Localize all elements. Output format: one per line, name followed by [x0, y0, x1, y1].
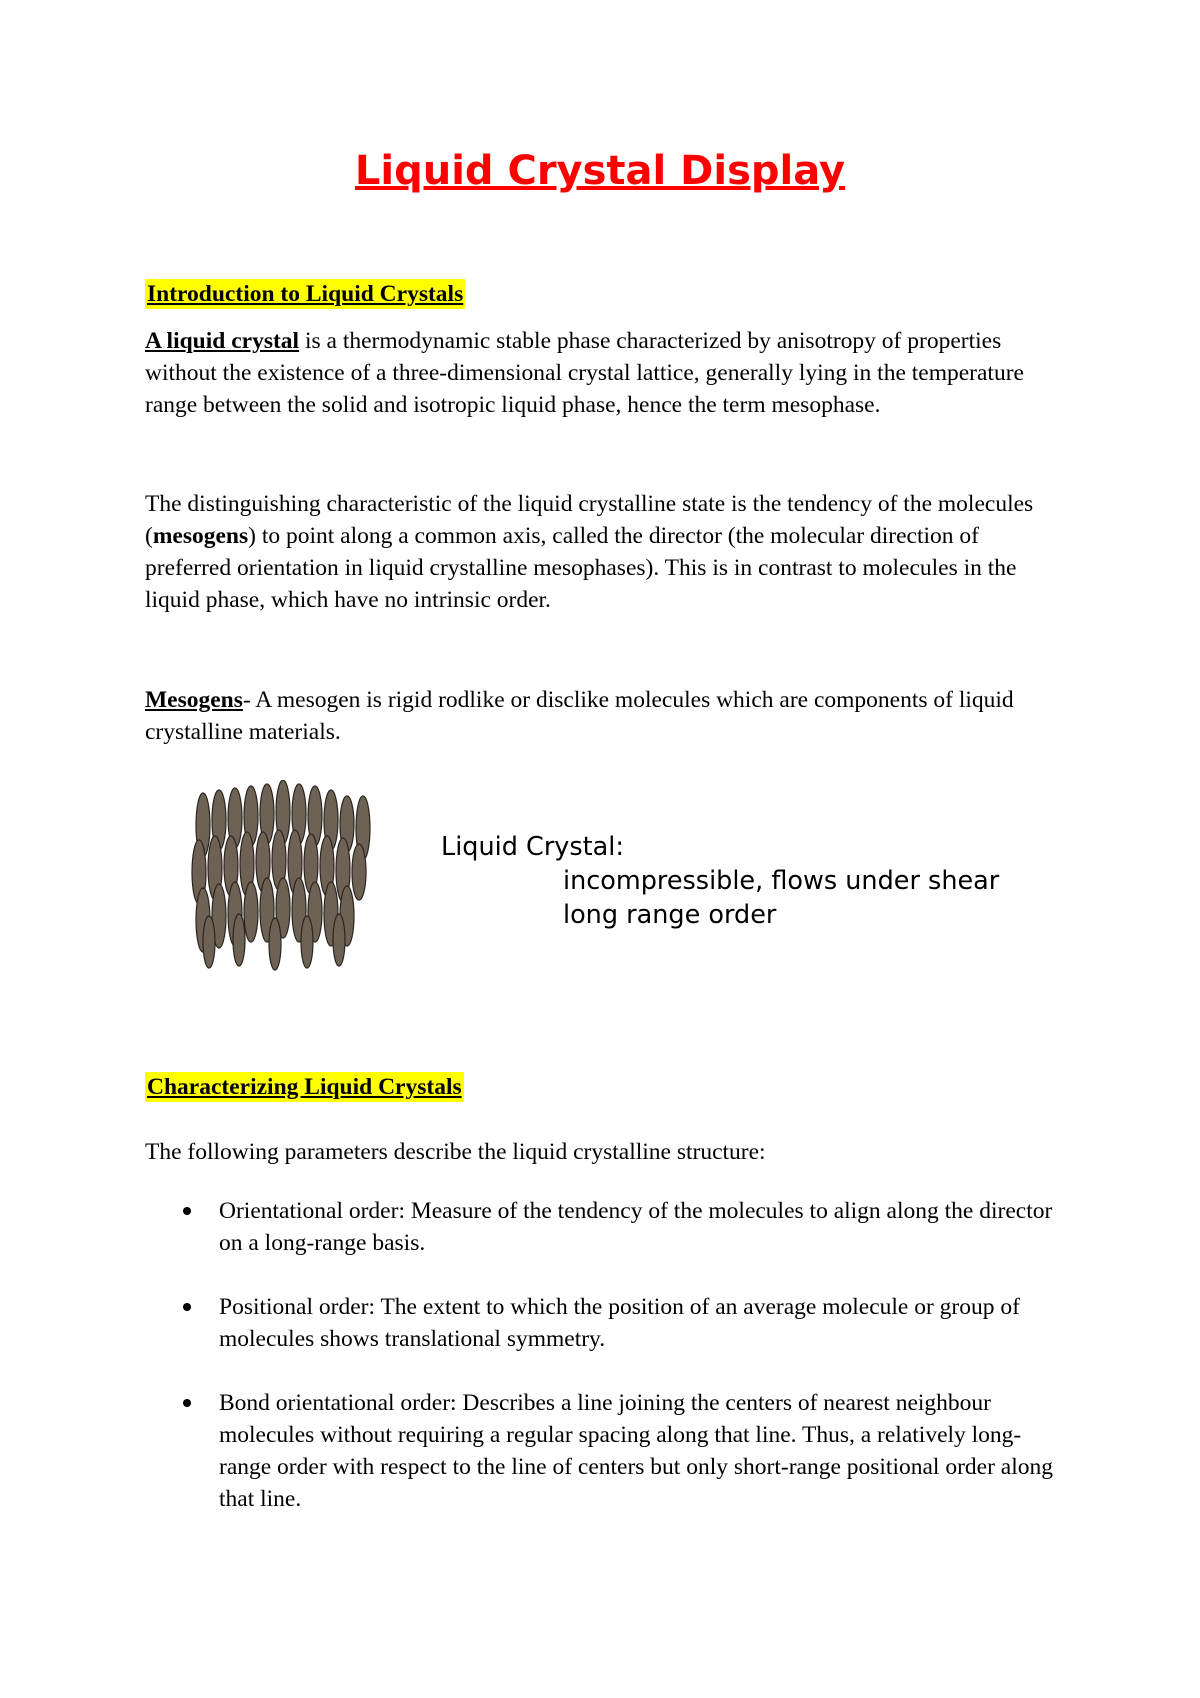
parameter-list: [145, 1195, 1065, 1547]
mesogens-text: - A mesogen is rigid rodlike or disclike molecules which are components of liquid crystalline materials.: [145, 687, 1014, 745]
characterizing-intro: The following parameters describe the liquid crystalline structure:: [145, 1139, 766, 1165]
bullet-icon: [183, 1303, 191, 1311]
director-paragraph: [145, 488, 1065, 616]
molecule-ellipse: [203, 916, 215, 968]
definition-paragraph: [145, 325, 1065, 421]
characterizing-heading: Characterizing Liquid Crystals: [147, 1074, 462, 1100]
list-item-text: Bond orientational order: Describes a line joining the centers of nearest neighbour molecules without requiring a regular spacing along that line. Thus, a relatively long-range order with respect to the line of centers but only short-range positional order along that line.: [219, 1390, 1053, 1512]
intro-heading: Introduction to Liquid Crystals: [147, 281, 464, 307]
bullet-icon: [183, 1399, 191, 1407]
molecule-ellipse: [333, 914, 345, 966]
mesogens-bold: mesogens: [152, 523, 249, 549]
molecule-ellipse: [269, 918, 281, 970]
figure-line-1: incompressible, flows under shear: [563, 866, 1000, 896]
molecules-illustration: [185, 780, 385, 980]
list-item-text: Orientational order: Measure of the tendency of the molecules to align along the director on a long-range basis.: [219, 1198, 1053, 1256]
molecule-ellipse: [233, 914, 245, 966]
page-title: Liquid Crystal Display: [354, 148, 846, 194]
molecule-ellipse: [352, 844, 366, 900]
molecule-ellipse: [244, 882, 258, 942]
list-item: [145, 1291, 1065, 1355]
director-text-1: The distinguishing characteristic of the liquid crystalline state is the tendency of the molecules (: [145, 491, 1034, 549]
mesogens-paragraph: [145, 684, 1065, 748]
definition-text: is a thermodynamic stable phase characterized by anisotropy of properties without the existence of a three-dimensional crystal lattice, generally lying in the temperature range between the solid and isotropic liquid phase, hence the term mesophase.: [145, 328, 1024, 418]
liquid-crystal-figure: [185, 780, 1035, 980]
figure-line-2: long range order: [563, 900, 777, 930]
list-item: [145, 1195, 1065, 1259]
list-item: [145, 1387, 1065, 1515]
figure-label: Liquid Crystal:: [441, 832, 624, 862]
bullet-icon: [183, 1207, 191, 1215]
director-text-2: ) to point along a common axis, called the director (the molecular direction of preferred orientation in liquid crystalline mesophases). This is in contrast to molecules in the liquid phase, which have no intrinsic order.: [145, 523, 1017, 613]
definition-term: A liquid crystal: [145, 328, 300, 354]
molecule-ellipse: [301, 916, 313, 968]
mesogens-term: Mesogens: [145, 687, 243, 713]
list-item-text: Positional order: The extent to which the position of an average molecule or group of molecules shows translational symmetry.: [219, 1294, 1020, 1352]
